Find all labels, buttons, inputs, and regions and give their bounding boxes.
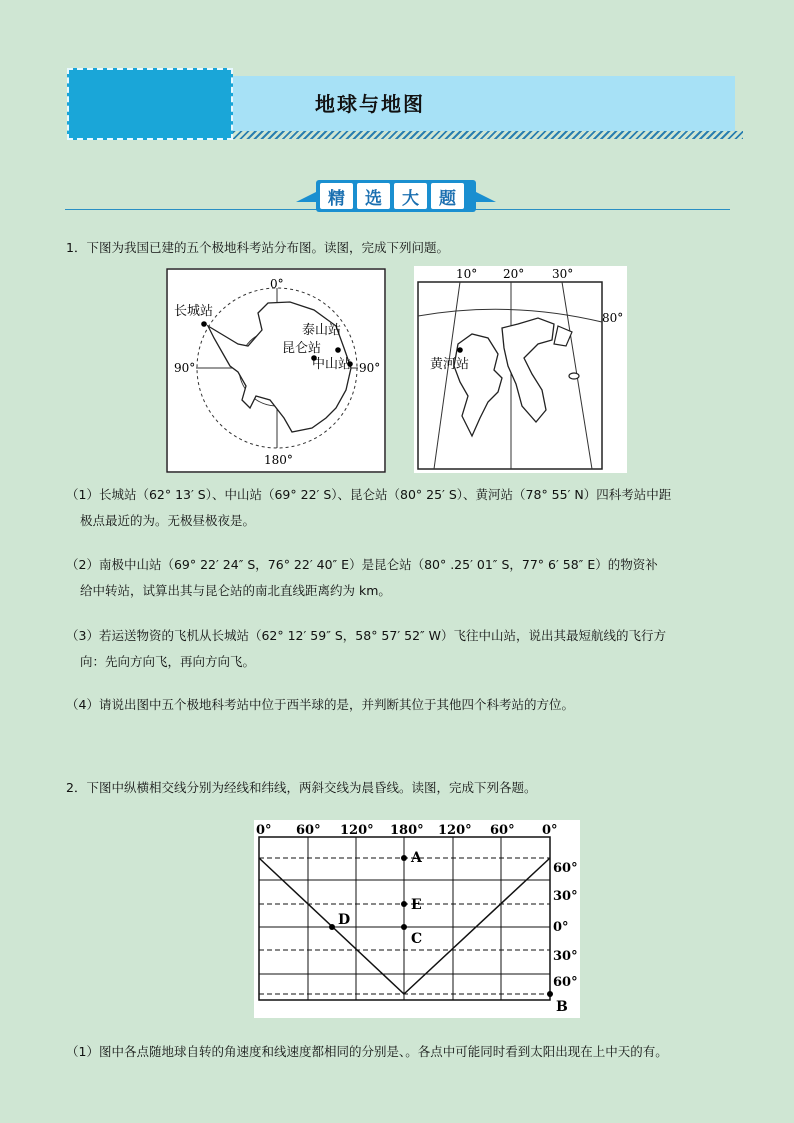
- lon-tick: 0°: [256, 823, 272, 838]
- station-taishan: [335, 347, 341, 353]
- point-b-label: B: [556, 999, 568, 1015]
- point-d-label: D: [338, 912, 351, 928]
- q2-intro: 2．下图中纵横相交线分别为经线和纬线，两斜交线为晨昏线。读图，完成下列各题。: [66, 780, 537, 795]
- q1-sub3-line1: （3）若运送物资的飞机从长城站（62° 12′ 59″ S，58° 57′ 52″ W）飞往中山站，说出其最短航线的飞行方: [66, 628, 667, 643]
- point-a: [401, 855, 407, 861]
- q1-sub2-line2: 给中转站，试算出其与昆仑站的南北直线距离约为 km。: [80, 583, 391, 598]
- label-kunlun: 昆仑站: [282, 341, 322, 356]
- lat-label-80: 80°: [602, 311, 624, 325]
- q2-sub1-line1: （1）图中各点随地球自转的角速度和线速度都相同的分别是、。各点中可能同时看到太阳出现在上中天的有。: [66, 1044, 668, 1059]
- islet: [569, 373, 579, 379]
- antarctica-map: [166, 268, 386, 473]
- lat-tick: 30°: [553, 889, 578, 904]
- arctic-map: [414, 266, 627, 473]
- point-e: [401, 901, 407, 907]
- lat-tick: 60°: [553, 861, 578, 876]
- point-c-label: C: [411, 931, 423, 947]
- lon-label-right: 90°: [359, 361, 381, 375]
- station-huanghe: [457, 347, 463, 353]
- q1-intro: 1．下图为我国已建的五个极地科考站分布图。读图，完成下列问题。: [66, 240, 449, 255]
- terminator-grid-svg: [254, 820, 580, 1018]
- section-heading: [316, 180, 476, 212]
- section-char: 题: [431, 183, 464, 209]
- lon-label-20: 20°: [503, 267, 525, 281]
- section-char: 大: [394, 183, 427, 209]
- lon-tick: 180°: [390, 823, 424, 838]
- lat-tick: 30°: [553, 949, 578, 964]
- point-e-label: E: [411, 897, 422, 913]
- section-left-wing: [296, 192, 316, 202]
- lon-tick: 60°: [490, 823, 515, 838]
- section-char: 选: [357, 183, 390, 209]
- point-b: [547, 991, 553, 997]
- point-c: [401, 924, 407, 930]
- label-huanghe: 黄河站: [430, 357, 470, 372]
- header-banner: [67, 68, 735, 142]
- lon-tick: 120°: [340, 823, 374, 838]
- q1-sub4-line1: （4）请说出图中五个极地科考站中位于西半球的是，并判断其位于其他四个科考站的方位。: [66, 697, 574, 712]
- q1-sub3-line2: 向：先向方向飞，再向方向飞。: [80, 654, 256, 669]
- q1-sub1-line1: （1）长城站（62° 13′ S）、中山站（69° 22′ S）、昆仑站（80° 25′ S）、黄河站（78° 55′ N）四科考站中距: [66, 487, 672, 502]
- label-zhongshan: 中山站: [312, 357, 352, 372]
- lon-tick: 0°: [542, 823, 558, 838]
- lon-label-bottom: 180°: [264, 453, 293, 467]
- lon-label-10: 10°: [456, 267, 478, 281]
- point-a-label: A: [411, 850, 422, 866]
- q1-sub1-line2: 极点最近的为。无极昼极夜是。: [80, 513, 256, 528]
- lon-label-top: 0°: [270, 277, 284, 291]
- section-right-wing: [476, 192, 496, 202]
- station-changcheng: [201, 321, 207, 327]
- page-title: 地球与地图: [315, 92, 425, 116]
- lat-tick: 60°: [553, 975, 578, 990]
- lon-tick: 60°: [296, 823, 321, 838]
- banner-title-bar: [233, 76, 735, 134]
- lon-label-left: 90°: [174, 361, 196, 375]
- label-taishan: 泰山站: [302, 323, 342, 338]
- section-char: 精: [320, 183, 353, 209]
- banner-stripe: [233, 131, 743, 139]
- banner-left-block: [67, 68, 233, 140]
- lat-tick: 0°: [553, 920, 569, 935]
- point-d: [329, 924, 335, 930]
- arctic-map-svg: [414, 266, 627, 473]
- terminator-grid: [254, 820, 580, 1018]
- lon-tick: 120°: [438, 823, 472, 838]
- label-changcheng: 长城站: [174, 304, 214, 319]
- antarctica-map-svg: [166, 268, 386, 473]
- lon-label-30: 30°: [552, 267, 574, 281]
- q1-sub2-line1: （2）南极中山站（69° 22′ 24″ S，76° 22′ 40″ E）是昆仑站（80° .25′ 01″ S，77° 6′ 58″ E）的物资补: [66, 557, 658, 572]
